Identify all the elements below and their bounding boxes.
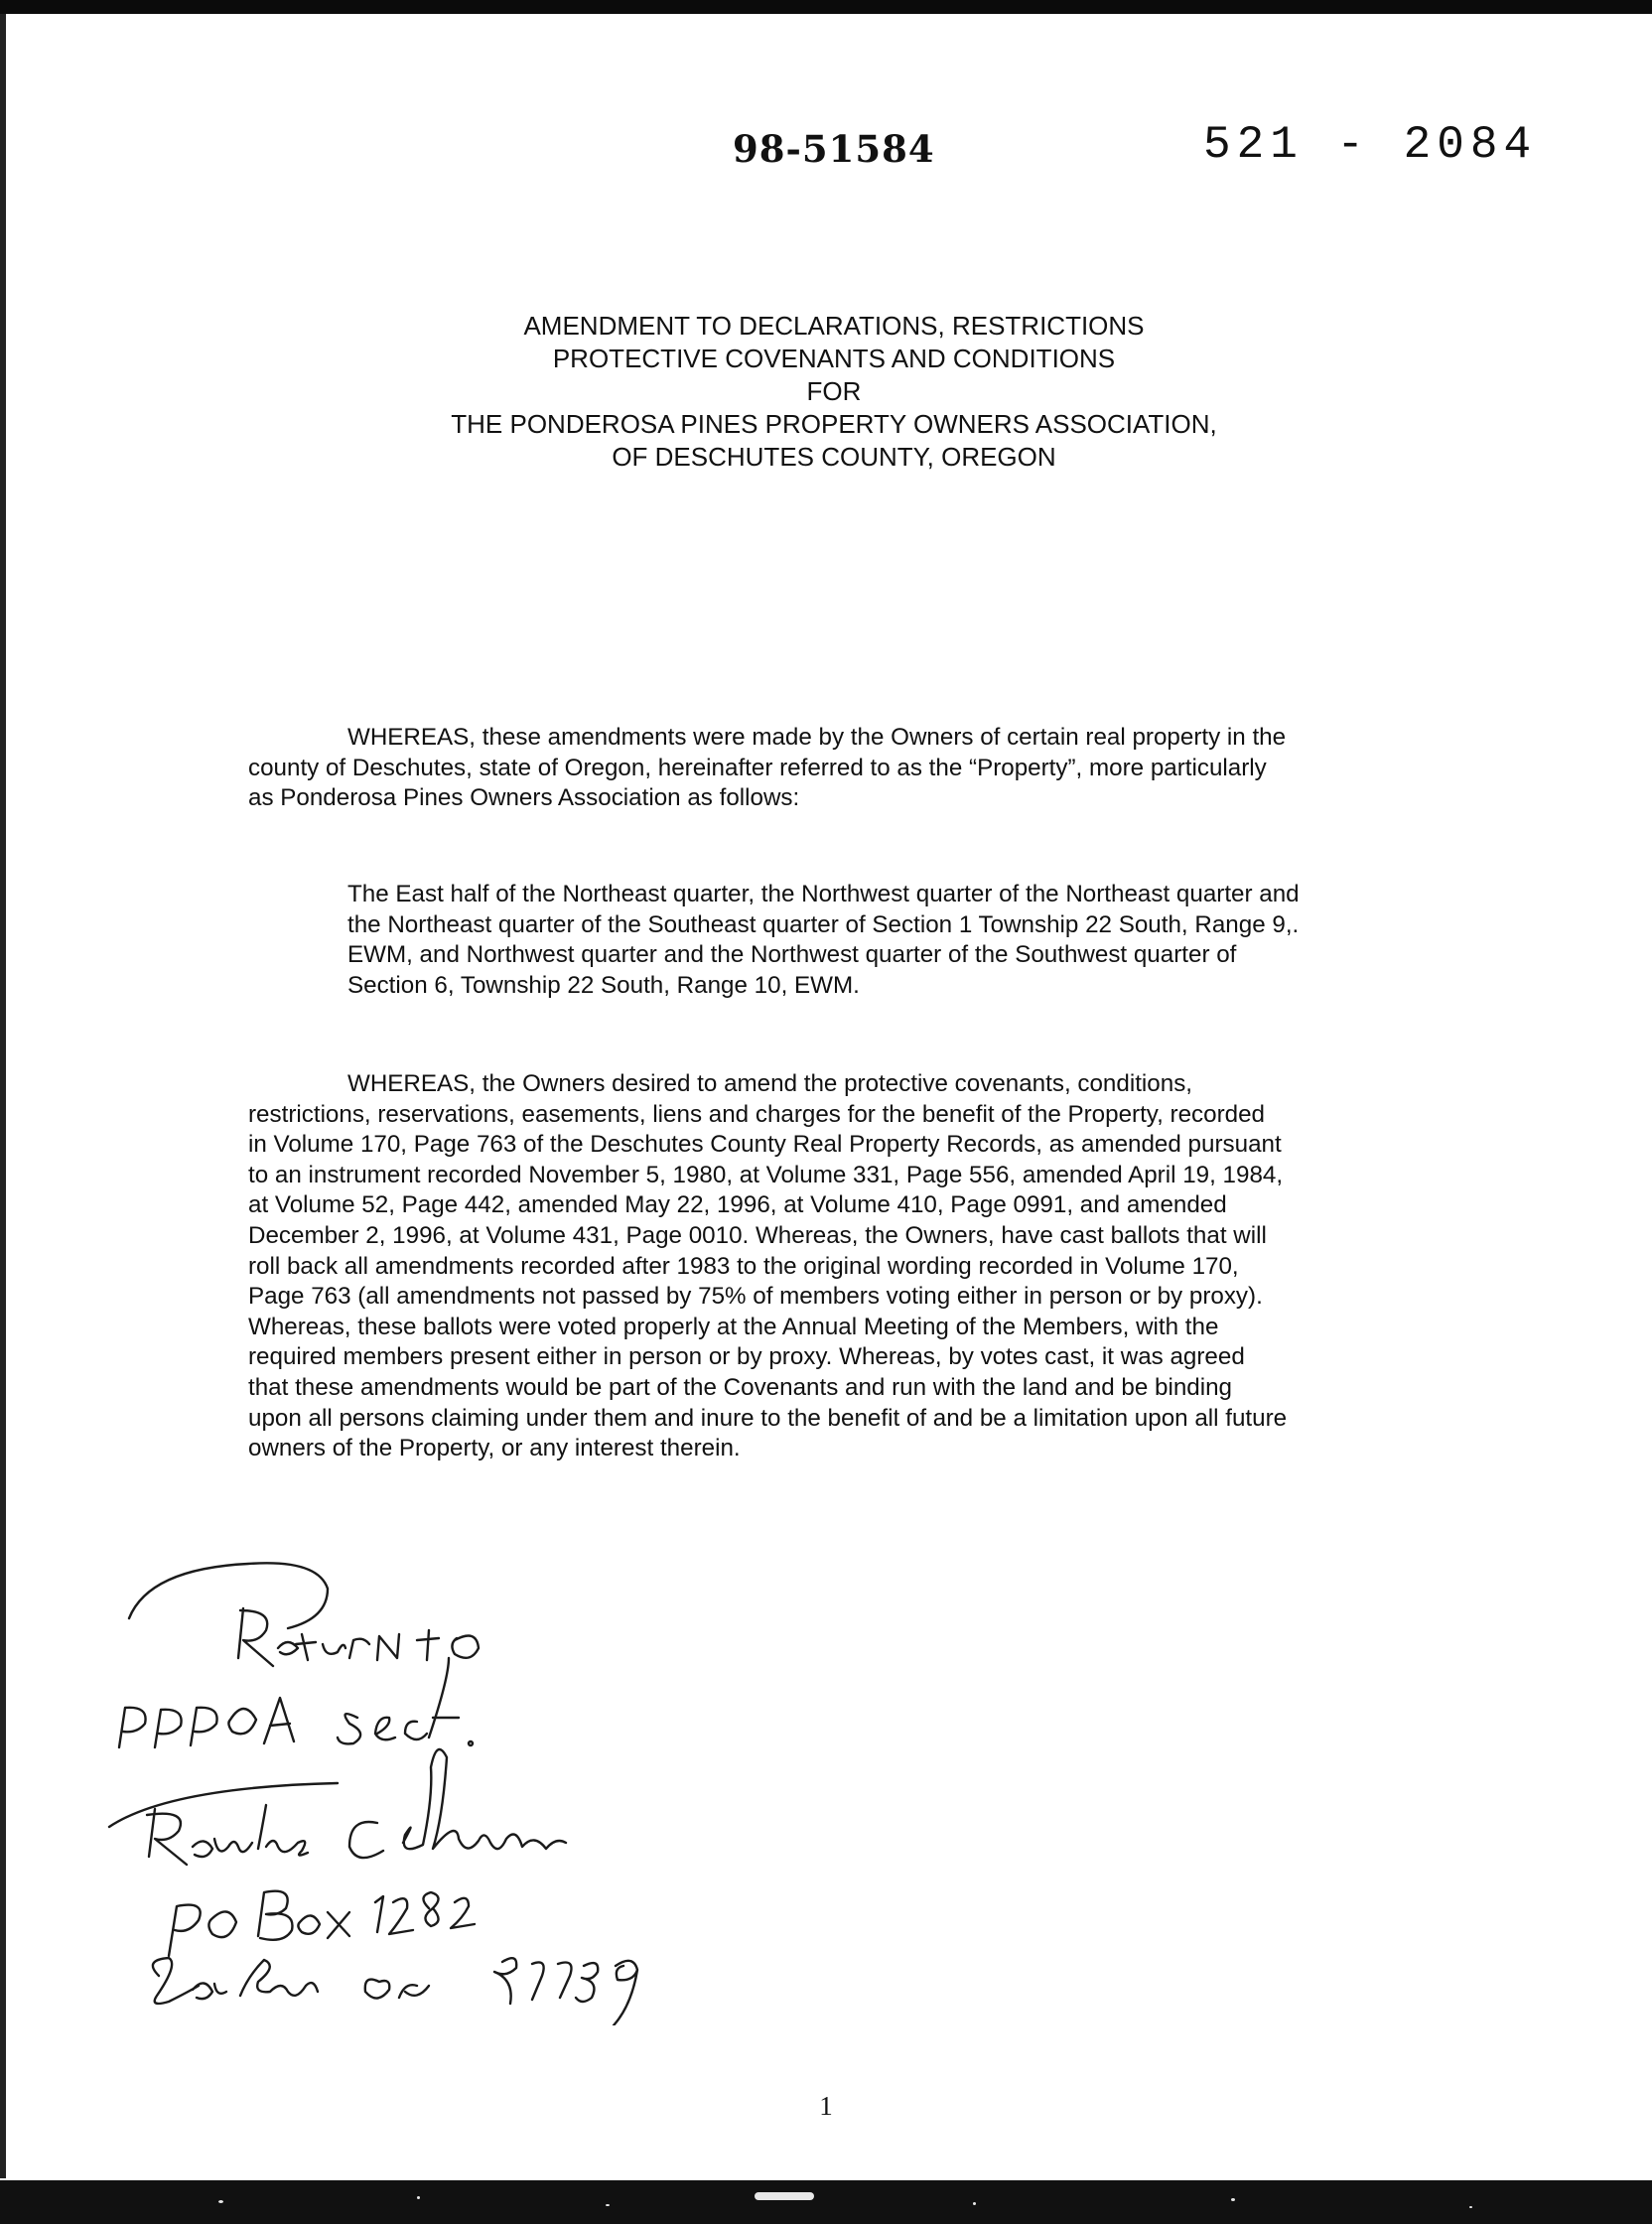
- text-line: Section 6, Township 22 South, Range 10, EWM.: [347, 971, 860, 999]
- handwritten-return-address: [89, 1549, 834, 2025]
- property-description: [347, 880, 1420, 1001]
- title-line: FOR: [806, 376, 862, 406]
- text-line: county of Deschutes, state of Oregon, hereinafter referred to as the “Property”, more particularly: [248, 754, 1267, 781]
- text-line: to an instrument recorded November 5, 1980, at Volume 331, Page 556, amended April 19, 1984,: [248, 1161, 1284, 1188]
- title-line: THE PONDEROSA PINES PROPERTY OWNERS ASSOCIATION,: [451, 409, 1217, 439]
- title-line: AMENDMENT TO DECLARATIONS, RESTRICTIONS: [523, 311, 1145, 341]
- whereas-paragraph-1: [248, 723, 1410, 814]
- text-line: WHEREAS, these amendments were made by the Owners of certain real property in the: [347, 724, 1287, 751]
- text-line: as Ponderosa Pines Owners Association as follows:: [248, 784, 800, 812]
- scan-left-border: [0, 14, 6, 2178]
- document-title: [377, 310, 1291, 474]
- text-line: in Volume 170, Page 763 of the Deschutes County Real Property Records, as amended pursuant: [248, 1131, 1282, 1159]
- text-line: The East half of the Northeast quarter, the Northwest quarter of the Northeast quarter and: [347, 881, 1300, 907]
- handwriting-drawing: [89, 1549, 834, 2025]
- text-line: WHEREAS, the Owners desired to amend the protective covenants, conditions,: [347, 1070, 1193, 1097]
- text-line: Whereas, these ballots were voted properly at the Annual Meeting of the Members, with the: [248, 1313, 1219, 1340]
- page-number: 1: [819, 2091, 833, 2121]
- whereas-paragraph-2: [248, 1069, 1410, 1464]
- text-line: that these amendments would be part of the Covenants and run with the land and be binding: [248, 1373, 1233, 1401]
- text-line: the Northeast quarter of the Southeast quarter of Section 1 Township 22 South, Range 9,.: [347, 910, 1300, 938]
- text-line: roll back all amendments recorded after 1983 to the original wording recorded in Volume 170,: [248, 1252, 1239, 1280]
- text-line: Page 763 (all amendments not passed by 75% of members voting either in person or by proxy).: [248, 1283, 1263, 1311]
- text-line: required members present either in person or by proxy. Whereas, by votes cast, it was agreed: [248, 1343, 1245, 1371]
- title-line: OF DESCHUTES COUNTY, OREGON: [612, 442, 1056, 472]
- text-line: restrictions, reservations, easements, liens and charges for the benefit of the Property, recorded: [248, 1100, 1266, 1128]
- scan-bottom-border: [0, 2180, 1652, 2224]
- text-line: at Volume 52, Page 442, amended May 22, 1996, at Volume 410, Page 0991, and amended: [248, 1191, 1227, 1219]
- title-line: PROTECTIVE COVENANTS AND CONDITIONS: [552, 344, 1116, 373]
- scan-top-border: [0, 0, 1652, 14]
- text-line: upon all persons claiming under them and inure to the benefit of and be a limitation upon all future: [248, 1404, 1288, 1432]
- text-line: owners of the Property, or any interest therein.: [248, 1435, 741, 1462]
- text-line: EWM, and Northwest quarter and the Northwest quarter of the Southwest quarter of: [347, 941, 1237, 969]
- document-number: 98-51584: [733, 127, 935, 171]
- text-line: December 2, 1996, at Volume 431, Page 0010. Whereas, the Owners, have cast ballots that will: [248, 1221, 1267, 1249]
- record-number: 521 - 2084: [1203, 119, 1538, 171]
